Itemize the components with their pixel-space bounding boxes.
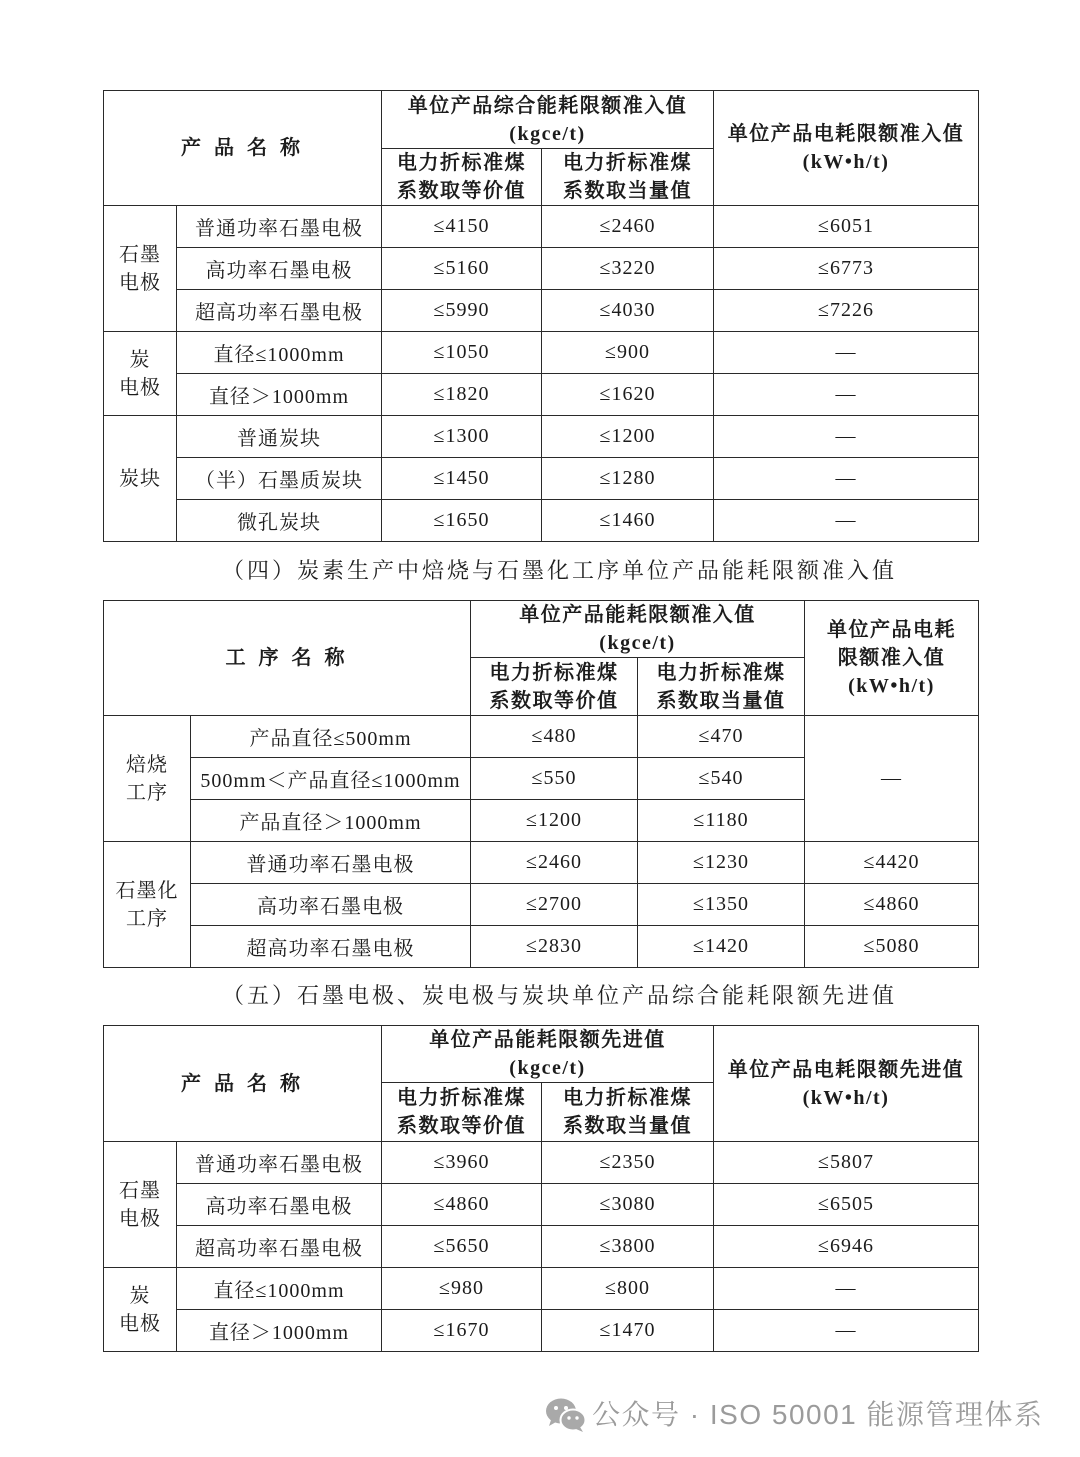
header-product-name: 产 品 名 称 xyxy=(104,91,382,206)
cell-equivalent-value: ≤1820 xyxy=(382,374,542,416)
cell-electricity-value: — xyxy=(714,458,979,500)
cell-electricity-value: ≤5807 xyxy=(714,1142,979,1184)
cell-electricity-value: ≤6946 xyxy=(714,1226,979,1268)
cell-equivalent-value: ≤1300 xyxy=(382,416,542,458)
row-product-name: 超高功率石墨电极 xyxy=(177,1226,382,1268)
cell-electricity-value: ≤4420 xyxy=(805,842,979,884)
process-energy-limit-table xyxy=(103,600,979,968)
header-energy-limit: 单位产品能耗限额准入值 (kgce/t) xyxy=(471,601,805,658)
cell-calorific-value: ≤3800 xyxy=(542,1226,714,1268)
row-group-label: 石墨 电极 xyxy=(104,206,177,332)
cell-equivalent-value: ≤2700 xyxy=(471,884,638,926)
row-product-name: 高功率石墨电极 xyxy=(177,248,382,290)
header-energy-limit: 单位产品能耗限额先进值 (kgce/t) xyxy=(382,1026,714,1083)
header-calorific-value: 电力折标准煤 系数取当量值 xyxy=(638,658,805,716)
cell-equivalent-value: ≤480 xyxy=(471,716,638,758)
advanced-energy-limit-table xyxy=(103,1025,979,1352)
row-process-name: 产品直径≤500mm xyxy=(191,716,471,758)
cell-equivalent-value: ≤2830 xyxy=(471,926,638,968)
header-equivalent-value: 电力折标准煤 系数取等价值 xyxy=(382,1083,542,1142)
cell-equivalent-value: ≤5650 xyxy=(382,1226,542,1268)
header-calorific-value: 电力折标准煤 系数取当量值 xyxy=(542,1083,714,1142)
cell-electricity-value: ≤7226 xyxy=(714,290,979,332)
row-product-name: 直径＞1000mm xyxy=(177,374,382,416)
row-product-name: 直径≤1000mm xyxy=(177,1268,382,1310)
cell-equivalent-value: ≤4860 xyxy=(382,1184,542,1226)
cell-calorific-value: ≤4030 xyxy=(542,290,714,332)
row-group-label: 石墨化 工序 xyxy=(104,842,191,968)
header-electricity-limit: 单位产品电耗限额准入值 (kW•h/t) xyxy=(714,91,979,206)
header-equivalent-value: 电力折标准煤 系数取等价值 xyxy=(471,658,638,716)
row-group-label: 炭块 xyxy=(104,416,177,542)
cell-calorific-value: ≤3080 xyxy=(542,1184,714,1226)
cell-electricity-value: — xyxy=(714,416,979,458)
cell-calorific-value: ≤1350 xyxy=(638,884,805,926)
row-group-label: 炭 电极 xyxy=(104,332,177,416)
row-product-name: （半）石墨质炭块 xyxy=(177,458,382,500)
cell-equivalent-value: ≤550 xyxy=(471,758,638,800)
cell-calorific-value: ≤1620 xyxy=(542,374,714,416)
cell-calorific-value: ≤1460 xyxy=(542,500,714,542)
cell-calorific-value: ≤2350 xyxy=(542,1142,714,1184)
cell-electricity-value: — xyxy=(714,374,979,416)
cell-calorific-value: ≤470 xyxy=(638,716,805,758)
row-product-name: 普通炭块 xyxy=(177,416,382,458)
header-equivalent-value: 电力折标准煤 系数取等价值 xyxy=(382,149,542,206)
row-product-name: 微孔炭块 xyxy=(177,500,382,542)
header-process-name: 工 序 名 称 xyxy=(104,601,471,716)
row-product-name: 直径≤1000mm xyxy=(177,332,382,374)
cell-calorific-value: ≤540 xyxy=(638,758,805,800)
cell-calorific-value: ≤800 xyxy=(542,1268,714,1310)
row-group-label: 炭 电极 xyxy=(104,1268,177,1352)
cell-calorific-value: ≤1180 xyxy=(638,800,805,842)
cell-equivalent-value: ≤1200 xyxy=(471,800,638,842)
row-group-label: 焙烧 工序 xyxy=(104,716,191,842)
row-group-label: 石墨 电极 xyxy=(104,1142,177,1268)
header-calorific-value: 电力折标准煤 系数取当量值 xyxy=(542,149,714,206)
header-electricity-limit: 单位产品电耗限额先进值 (kW•h/t) xyxy=(714,1026,979,1142)
cell-equivalent-value: ≤1650 xyxy=(382,500,542,542)
row-process-name: 500mm＜产品直径≤1000mm xyxy=(191,758,471,800)
cell-electricity-value: ≤6051 xyxy=(714,206,979,248)
cell-electricity-value: ≤5080 xyxy=(805,926,979,968)
cell-calorific-value: ≤1200 xyxy=(542,416,714,458)
row-product-name: 高功率石墨电极 xyxy=(177,1184,382,1226)
cell-equivalent-value: ≤980 xyxy=(382,1268,542,1310)
section-four-title: （四）炭素生产中焙烧与石墨化工序单位产品能耗限额准入值 xyxy=(222,558,898,583)
entry-energy-limit-table xyxy=(103,90,979,542)
row-product-name: 直径＞1000mm xyxy=(177,1310,382,1352)
cell-equivalent-value: ≤5160 xyxy=(382,248,542,290)
row-process-name: 超高功率石墨电极 xyxy=(191,926,471,968)
row-product-name: 普通功率石墨电极 xyxy=(177,206,382,248)
cell-electricity-value: ≤6505 xyxy=(714,1184,979,1226)
section-five-title: （五）石墨电极、炭电极与炭块单位产品综合能耗限额先进值 xyxy=(222,983,898,1008)
cell-calorific-value: ≤900 xyxy=(542,332,714,374)
row-process-name: 高功率石墨电极 xyxy=(191,884,471,926)
cell-electricity-value: ≤4860 xyxy=(805,884,979,926)
header-product-name: 产 品 名 称 xyxy=(104,1026,382,1142)
wechat-icon xyxy=(545,1396,587,1434)
cell-equivalent-value: ≤1670 xyxy=(382,1310,542,1352)
header-electricity-limit: 单位产品电耗 限额准入值 (kW•h/t) xyxy=(805,601,979,716)
row-product-name: 普通功率石墨电极 xyxy=(177,1142,382,1184)
cell-electricity-value: ≤6773 xyxy=(714,248,979,290)
cell-calorific-value: ≤1280 xyxy=(542,458,714,500)
cell-electricity-value: — xyxy=(714,1268,979,1310)
cell-equivalent-value: ≤1050 xyxy=(382,332,542,374)
cell-calorific-value: ≤1230 xyxy=(638,842,805,884)
watermark-text: 公众号 · ISO 50001 能源管理体系 xyxy=(592,1399,1044,1430)
row-product-name: 超高功率石墨电极 xyxy=(177,290,382,332)
cell-equivalent-value: ≤3960 xyxy=(382,1142,542,1184)
cell-calorific-value: ≤2460 xyxy=(542,206,714,248)
cell-calorific-value: ≤1470 xyxy=(542,1310,714,1352)
cell-electricity-value-merged: — xyxy=(805,716,979,842)
cell-equivalent-value: ≤5990 xyxy=(382,290,542,332)
cell-equivalent-value: ≤4150 xyxy=(382,206,542,248)
row-process-name: 产品直径＞1000mm xyxy=(191,800,471,842)
header-energy-limit: 单位产品综合能耗限额准入值 (kgce/t) xyxy=(382,91,714,149)
cell-electricity-value: — xyxy=(714,1310,979,1352)
cell-electricity-value: — xyxy=(714,332,979,374)
cell-calorific-value: ≤3220 xyxy=(542,248,714,290)
cell-calorific-value: ≤1420 xyxy=(638,926,805,968)
cell-equivalent-value: ≤2460 xyxy=(471,842,638,884)
row-process-name: 普通功率石墨电极 xyxy=(191,842,471,884)
cell-equivalent-value: ≤1450 xyxy=(382,458,542,500)
cell-electricity-value: — xyxy=(714,500,979,542)
